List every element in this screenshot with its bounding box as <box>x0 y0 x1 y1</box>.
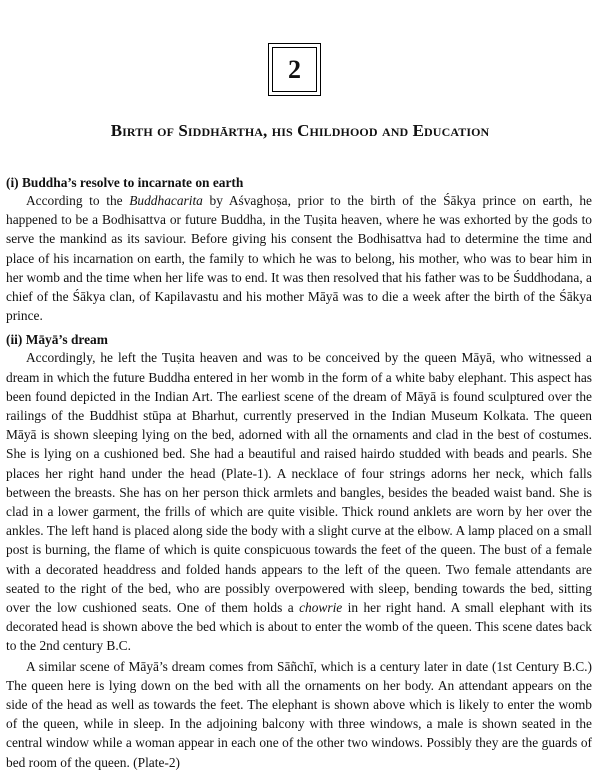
paragraph-1-emphasis: Buddhacarita <box>129 193 203 208</box>
paragraph-2-emphasis: chowrie <box>299 600 343 616</box>
page-body <box>6 174 592 772</box>
paragraph-1-lead: According to the <box>26 193 130 208</box>
section-heading-1: (i) Buddha’s resolve to incarnate on earth <box>6 175 244 190</box>
paragraph-2-rest: in her right hand. A small elephant with its decorated head is shown above the bed which is about to enter the womb of the queen. This scene dates back to the 2nd century B.C. <box>6 600 593 654</box>
chapter-title <box>0 121 600 141</box>
section-heading-2: (ii) Māyā’s dream <box>6 332 108 348</box>
paragraph-1-rest: by Aśvaghoṣa, prior to the birth of the Śākya prince on earth, he happened to be a Bodhisattva or future Buddha, in the Tuṣita heaven, where he was exhorted by the gods to serve the mankind as its saviour. Before giving his consent the Bodhisattva had to determine the time and place of his incarnation on earth, the family to which he was to belong, his mother, who was to bear him in her womb and the time when her life was to end. It was then resolved that his father was to be Śuddhodana, a chief of the Śākya clan, of Kapilavastu and his mother Māyā was to die a week after the birth of the Śākya prince. <box>6 193 592 324</box>
paragraph-2-lead: Accordingly, he left the Tuṣita heaven and was to be conceived by the queen Māyā, who witnessed a dream in which the future Buddha entered in her womb in the form of a white baby elephant. This aspect has been found depicted in the Indian Art. The earliest scene of the dream of Māyā is found sculptured over the railings of the Buddhist stūpa at Bharhut, currently preserved in the Indian Museum Kolkata. The queen Māyā is shown sleeping lying on the bed, adorned with all the ornaments and clad in the best of costumes. She is lying on a cushioned bed. She had a beautiful and raised hairdo studded with beads and pearls. She places her right hand under the head (Plate-1). A necklace of four strings adorns her neck, which falls between the breasts. She has on her person thick armlets and bangles, besides the beaded waist band. She is clad in a lower garment, the frills of which are quite visible. Thick round anklets are worn by her over the ankles. The left hand is placed along side the body with a slight curve at the elbow. A lamp placed on a small post is burning, the flame of which is quite conspicuous towards the feet of the queen. The bust of a female with a decorated headdress and folded hands appears to the left of the queen. Two female attendants are seated to the right of the bed, who are possibly overpowered with sleep, bending towards the bed, sitting over the low cushioned seats. One of them holds a <box>6 350 592 616</box>
chapter-title-text: Birth of Siddhārtha, his Childhood and Education <box>110 121 490 140</box>
paragraph-3 <box>6 657 592 772</box>
chapter-number-box <box>268 43 321 96</box>
chapter-number: 2 <box>272 47 317 92</box>
paragraph-2 <box>6 348 592 655</box>
paragraph-3-lead: A similar scene of Māyā’s dream comes from Sāñchī, which is a century later in date (1st Century B.C.) The queen here is lying down on the bed with all the ornaments on her body. An attendant appears on the side of the head as well as towards the feet. The elephant is shown above which is likely to enter the womb of the queen, while in sleep. In the adjoining balcony with three windows, a male is shown seated in the central window while a woman appear in each one of the other two windows. Possibly they are the guards of bed room of the queen. (Plate-2) <box>6 658 592 770</box>
paragraph-1 <box>6 191 592 325</box>
